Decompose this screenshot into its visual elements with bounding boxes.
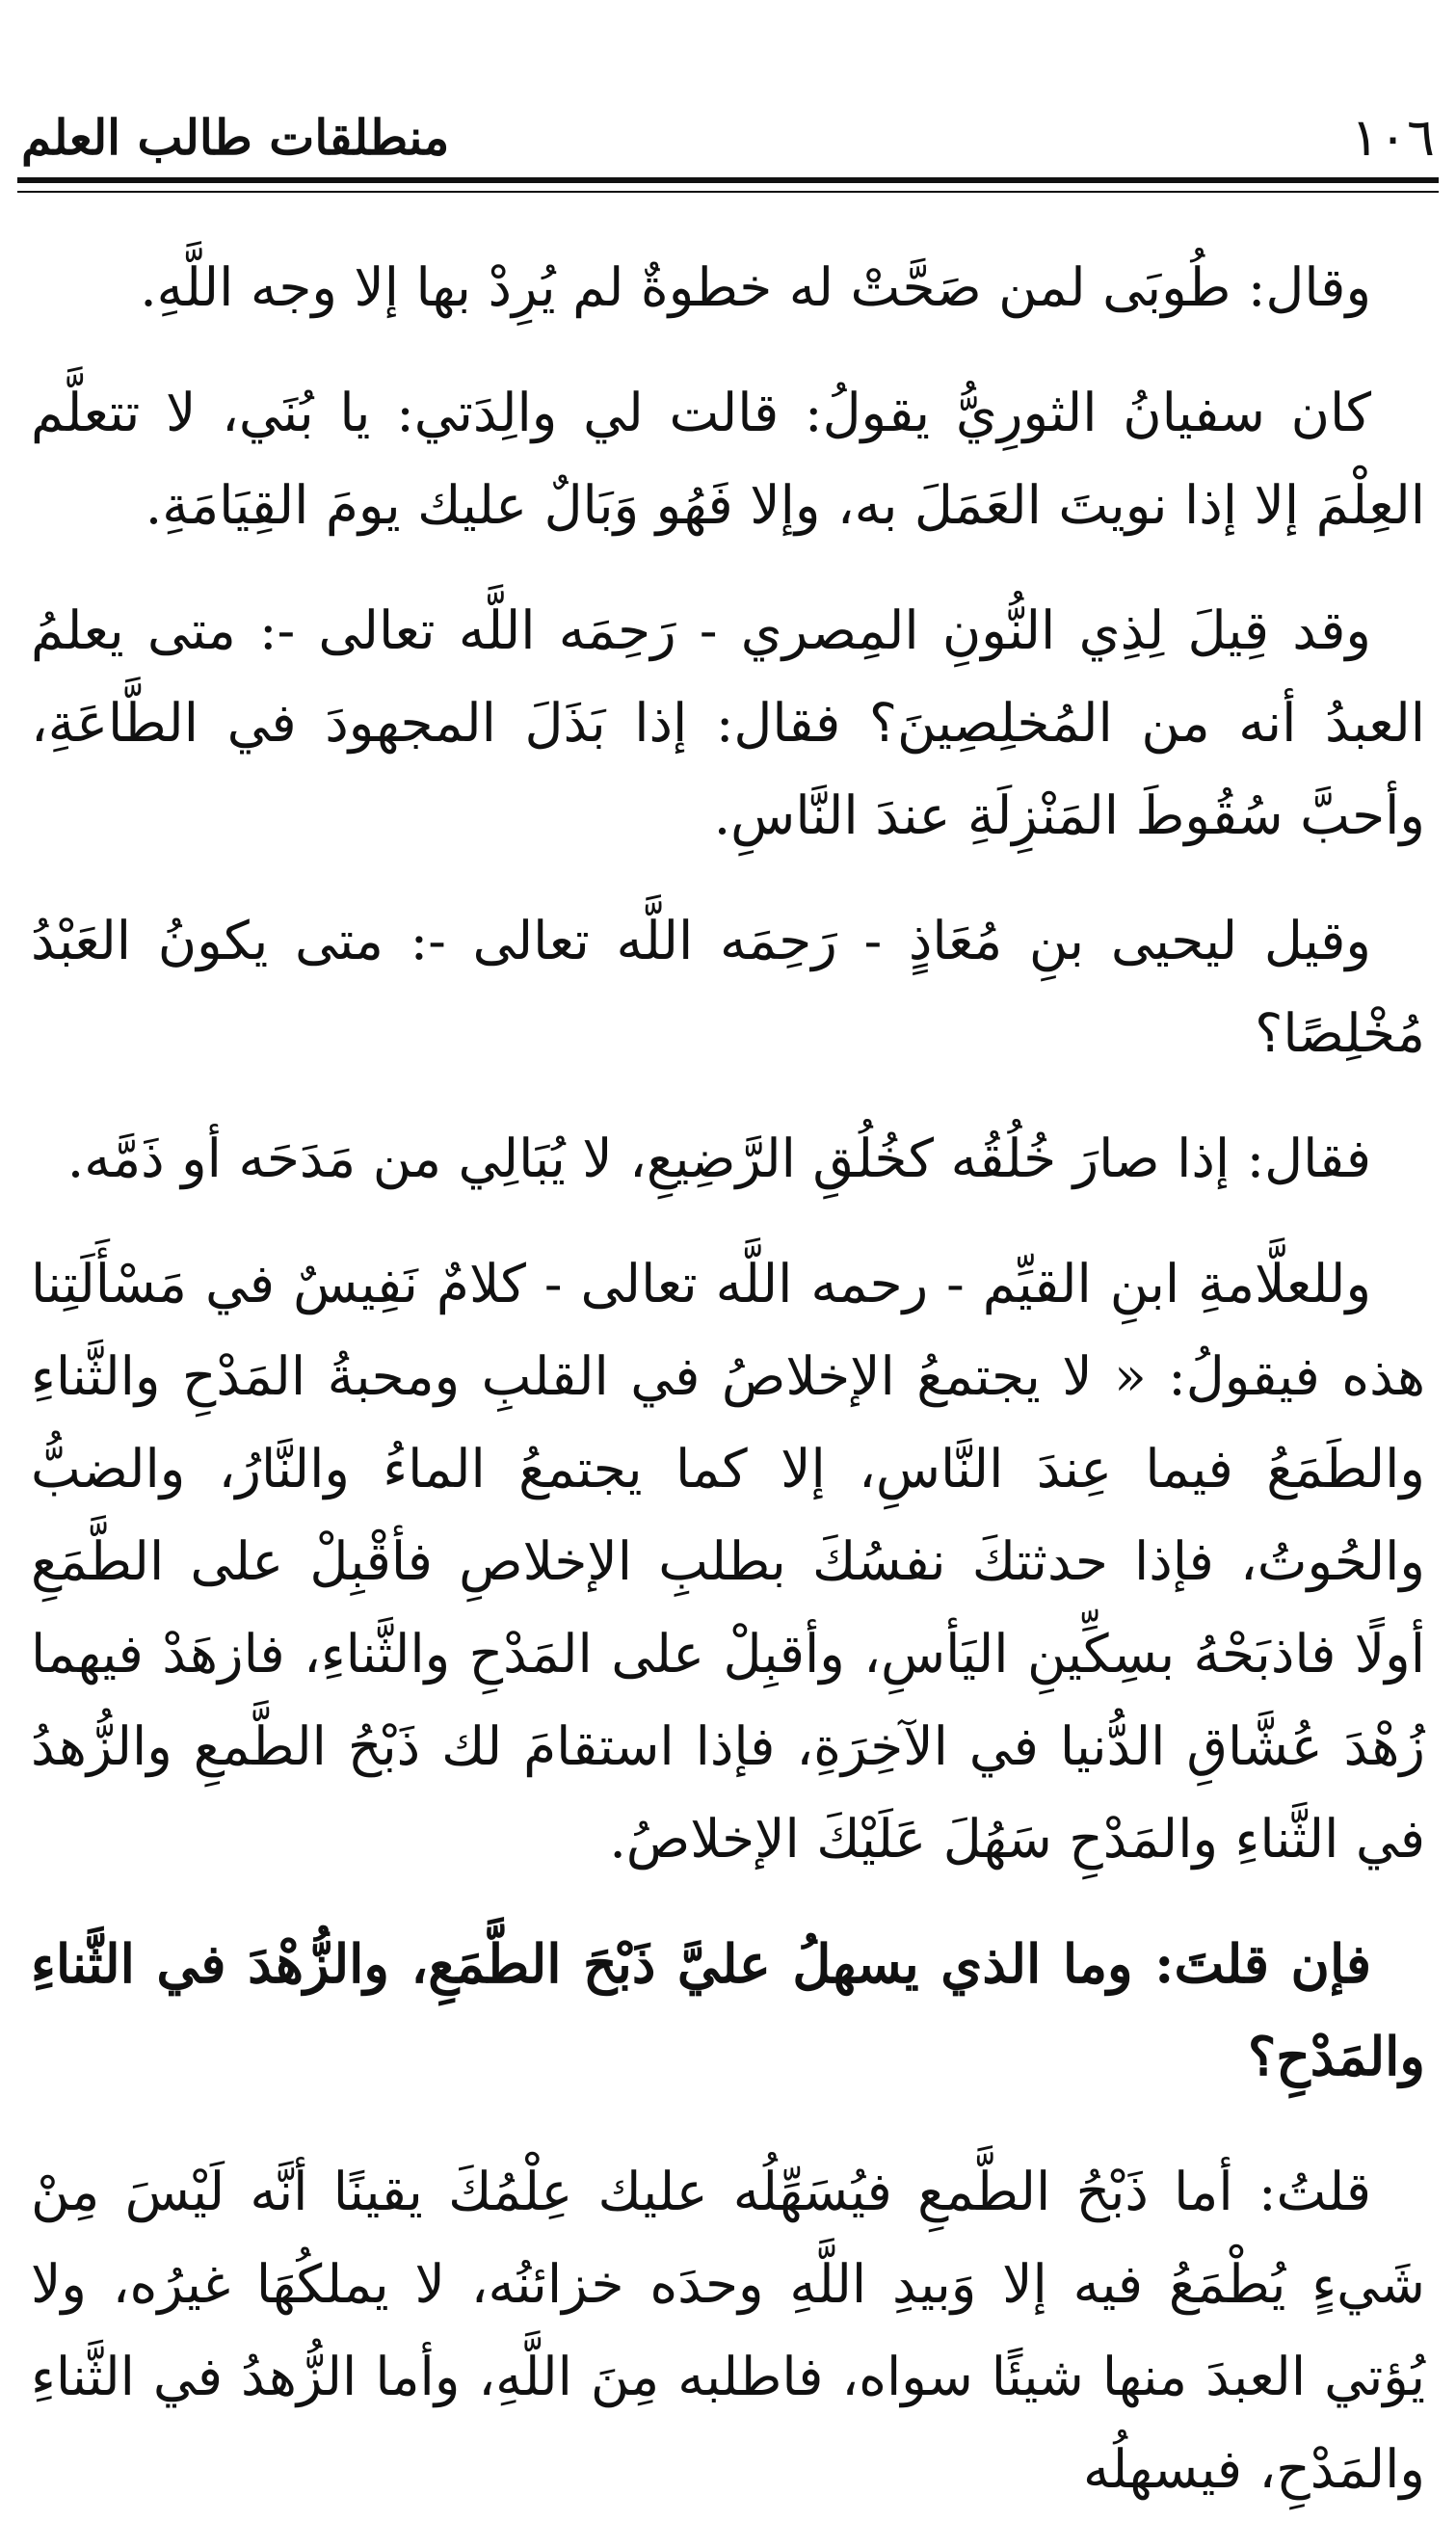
paragraph-yahya-answer: فقال: إذا صارَ خُلُقُه كخُلُقِ الرَّضِيعِ، لا يُبَالِي من مَدَحَه أو ذَمَّه. [66, 1128, 1371, 1189]
header-rule-thick [17, 177, 1439, 183]
running-header [21, 104, 1435, 172]
page-number: ١٠٦ [1350, 107, 1435, 168]
body-text [31, 241, 1425, 2548]
header-rule-thin [17, 191, 1439, 193]
paragraph-question-heading: فإن قلتَ: وما الذي يسهلُ عليَّ ذَبْحَ الطَّمَعِ، والزُّهْدَ في الثَّناءِ والمَدْحِ؟ [31, 1932, 1425, 2087]
paragraph-sufyan: كان سفيانُ الثورِيُّ يقولُ: قالت لي والِدَتي: يا بُنَي، لا تتعلَّم العِلْمَ إلا إذا نويتَ العَمَلَ به، وإلا فَهُو وَبَالٌ عليك يومَ القِيَامَةِ. [31, 382, 1425, 536]
paragraph-yahya-question: وقيل ليحيى بنِ مُعَاذٍ - رَحِمَه اللَّه تعالى -: متى يكونُ العَبْدُ مُخْلِصًا؟ [31, 910, 1425, 1064]
paragraph-tuba: وقال: طُوبَى لمن صَحَّتْ له خطوةٌ لم يُرِدْ بها إلا وجه اللَّهِ. [140, 256, 1371, 318]
running-title: منطلقات طالب العلم [21, 109, 450, 166]
paragraph-answer: قلتُ: أما ذَبْحُ الطَّمعِ فيُسَهِّلُه عليك عِلْمُكَ يقينًا أنَّه لَيْسَ مِنْ شَيءٍ يُطْمَعُ فيه إلا وَبيدِ اللَّهِ وحدَه خزائنُه، لا يملكُهَا غيرُه، ولا يُؤتي العبدَ منها شيئًا سواه، فاطلبه مِنَ اللَّهِ، وأما الزُّهدُ في الثَّناءِ والمَدْحِ، فيسهلُه [31, 2161, 1425, 2500]
paragraph-ibn-qayyim: وللعلَّامةِ ابنِ القيِّم - رحمه اللَّه تعالى - كلامٌ نَفِيسٌ في مَسْأَلَتِنا هذه فيقولُ: « لا يجتمعُ الإخلاصُ في القلبِ ومحبةُ المَدْحِ والثَّناءِ والطَمَعُ فيما عِندَ النَّاسِ، إلا كما يجتمعُ الماءُ والنَّارُ، والضبُّ والحُوتُ، فإذا حدثتكَ نفسُكَ بطلبِ الإخلاصِ فأقْبِلْ على الطَّمَعِ أولًا فاذبَحْهُ بسِكِّينِ اليَأسِ، وأقبِلْ على المَدْحِ والثَّناءِ، فازهَدْ فيهما زُهْدَ عُشَّاقِ الدُّنيا في الآخِرَةِ، فإذا استقامَ لك ذَبْحُ الطَّمعِ والزُّهدُ في الثَّناءِ والمَدْحِ سَهُلَ عَلَيْكَ الإخلاصُ. [31, 1253, 1425, 1870]
paragraph-dhun-nun: وقد قِيلَ لِذِي النُّونِ المِصري - رَحِمَه اللَّه تعالى -: متى يعلمُ العبدُ أنه من المُخلِصِينَ؟ فقال: إذا بَذَلَ المجهودَ في الطَّاعَةِ، وأحبَّ سُقُوطَ المَنْزِلَةِ عندَ النَّاسِ. [31, 599, 1425, 846]
